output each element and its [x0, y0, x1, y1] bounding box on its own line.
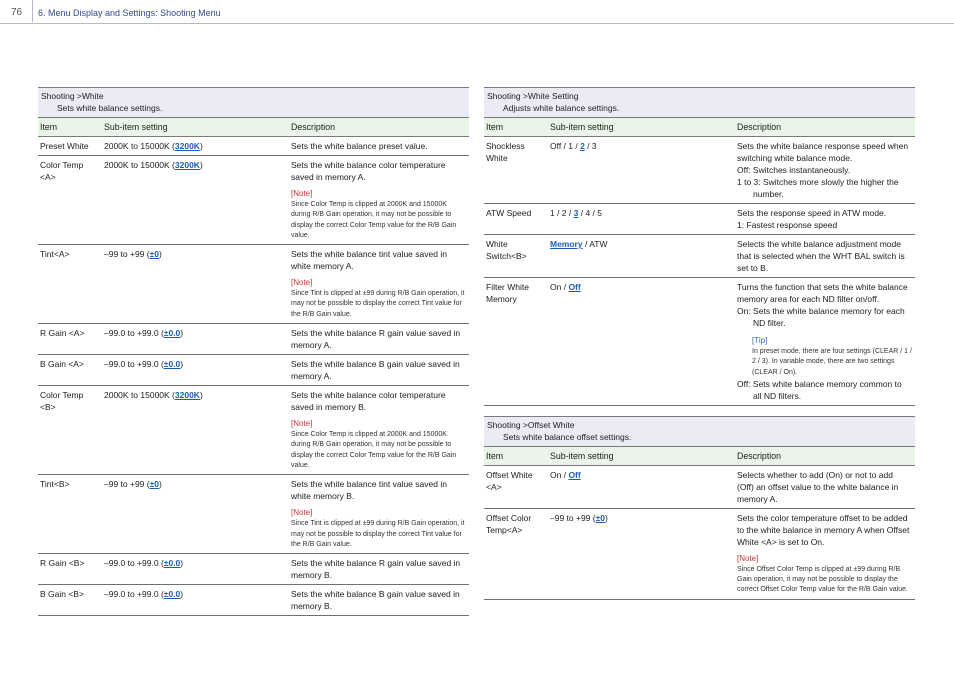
section-header [484, 416, 915, 446]
item-cell: Preset White [38, 137, 102, 156]
section-description: Sets white balance offset settings. [503, 431, 632, 442]
desc-cell: Sets the white balance R gain value saved in memory A. [289, 324, 469, 355]
sub-cell: –99 to +99 (±0) [548, 508, 735, 599]
table-row [484, 137, 915, 204]
sub-cell: 2000K to 15000K (3200K) [102, 156, 289, 245]
breadcrumb: 6. Menu Display and Settings: Shooting Menu [38, 8, 221, 18]
table-row [484, 278, 915, 406]
default-value: ±0.0 [163, 558, 181, 569]
sub-cell: Memory / ATW [548, 235, 735, 278]
default-value: 2 [580, 141, 585, 151]
col-sub-header: Sub-item setting [548, 446, 735, 465]
default-value: Off [568, 282, 581, 292]
table-row [484, 204, 915, 235]
col-desc-header: Description [735, 118, 915, 137]
desc-cell: Sets the white balance R gain value saved in memory B. [289, 554, 469, 585]
item-cell: R Gain <B> [38, 554, 102, 585]
default-value: Off [568, 469, 581, 480]
table-row [484, 465, 915, 508]
desc-cell: Sets the color temperature offset to be added to the white balance in memory A when Offset White <A> is set to On. [Note] Since Offset Color Temp is clipped at ±99 during R/B Gain operation, it may not be possible to display the correct Offset Color Temp value for the R/B Gain value. [735, 508, 915, 599]
page-header [0, 0, 954, 24]
section-header [38, 88, 469, 118]
table-row [38, 554, 469, 585]
item-cell: Offset White <A> [484, 465, 548, 508]
tip-label: [Tip] [752, 336, 768, 345]
desc-cell: Turns the function that sets the white balance memory area for each ND filter on/off. On: Sets the white balance memory for each ND filter. [Tip] In preset mode, there are four settings (CLEAR / 1 / 2 / 3). In variable mode, there are two settings (CLEAR / On). Off: Sets white balance memory common to all ND filters. [735, 278, 915, 406]
table-row [38, 355, 469, 386]
note-label: [Note] [291, 419, 313, 429]
desc-cell: Sets the white balance color temperature saved in memory A. [Note] Since Color Temp is clipped at 2000K and 15000K during R/B Gain operation, it may not be possible to display the correct Color Temp value for the R/B Gain value. [289, 156, 469, 245]
note-text: Since Color Temp is clipped at 2000K and 15000K during R/B Gain operation, it may not be possible to display the correct Color Temp value for the R/B Gain value. [291, 431, 457, 469]
col-item-header: Item [38, 118, 102, 137]
item-cell: B Gain <A> [38, 355, 102, 386]
item-cell: ATW Speed [484, 204, 548, 235]
default-value: 3200K [174, 390, 200, 401]
table-row [38, 585, 469, 616]
table-row [38, 386, 469, 475]
default-value: ±0.0 [163, 328, 181, 339]
sub-cell: 2000K to 15000K (3200K) [102, 137, 289, 156]
item-cell: Shockless White [484, 137, 548, 204]
column-header-row [484, 446, 915, 465]
column-header-row [38, 118, 469, 137]
desc-cell: Selects the white balance adjustment mode that is selected when the WHT BAL switch is set to B. [735, 235, 915, 278]
column-header-row [484, 118, 915, 137]
col-sub-header: Sub-item setting [548, 118, 735, 137]
default-value: 3 [573, 208, 579, 218]
default-value: Memory [550, 239, 583, 249]
sub-cell: 1 / 2 / 3 / 4 / 5 [548, 204, 735, 235]
sub-cell: Off / 1 / 2 / 3 [548, 137, 735, 204]
note-label: [Note] [291, 189, 313, 198]
note-text: Since Tint is clipped at ±99 during R/B Gain operation, it may not be possible to display the correct Tint value for the R/B Gain value. [291, 290, 465, 318]
note-text: Since Offset Color Temp is clipped at ±99 during R/B Gain operation, it may not be possible to display the correct Offset Color Temp value for the R/B Gain value. [737, 565, 908, 594]
sub-cell: On / Off [548, 465, 735, 508]
sub-cell: –99.0 to +99.0 (±0.0) [102, 355, 289, 386]
sub-cell: –99.0 to +99.0 (±0.0) [102, 324, 289, 355]
col-sub-header: Sub-item setting [102, 118, 289, 137]
desc-cell: Sets the response speed in ATW mode. 1: Fastest response speed [735, 204, 915, 235]
item-cell: R Gain <A> [38, 324, 102, 355]
desc-cell: Selects whether to add (On) or not to add (Off) an offset value to the white balance in memory A. [735, 465, 915, 508]
col-item-header: Item [484, 446, 548, 465]
default-value: ±0 [595, 512, 606, 523]
table-row [38, 245, 469, 324]
note-label: [Note] [291, 508, 313, 518]
default-value: ±0.0 [163, 359, 181, 370]
note-text: Since Color Temp is clipped at 2000K and 15000K during R/B Gain operation, it may not be possible to display the correct Color Temp value for the R/B Gain value. [291, 201, 457, 239]
offset-white-table [484, 416, 915, 600]
default-value: ±0 [149, 249, 160, 260]
sub-cell: –99.0 to +99.0 (±0.0) [102, 554, 289, 585]
sub-cell: On / Off [548, 278, 735, 406]
col-desc-header: Description [735, 446, 915, 465]
desc-cell: Sets the white balance color temperature saved in memory B. [Note] Since Color Temp is clipped at 2000K and 15000K during R/B Gain operation, it may not be possible to display the correct Color Temp value for the R/B Gain value. [289, 386, 469, 475]
header-rule [0, 23, 954, 24]
default-value: ±0.0 [163, 589, 181, 600]
white-table-section [38, 87, 469, 616]
item-cell: Filter White Memory [484, 278, 548, 406]
desc-cell: Sets the white balance tint value saved in white memory B. [Note] Since Tint is clipped at ±99 during R/B Gain operation, it may not be possible to display the correct Tint value for the R/B Gain value. [289, 475, 469, 554]
sub-cell: –99.0 to +99.0 (±0.0) [102, 585, 289, 616]
default-value: 3200K [174, 141, 200, 151]
desc-cell: Sets the white balance response speed when switching white balance mode. Off: Switches instantaneously. 1 to 3: Switches more slowly the higher the number. [735, 137, 915, 204]
table-row [484, 235, 915, 278]
item-cell: Tint<A> [38, 245, 102, 324]
default-value: ±0 [149, 479, 160, 490]
table-row [38, 475, 469, 554]
section-spacer [484, 406, 915, 416]
col-desc-header: Description [289, 118, 469, 137]
section-title: Shooting >White Setting [487, 91, 579, 101]
desc-cell: Sets the white balance tint value saved in white memory A. [Note] Since Tint is clipped at ±99 during R/B Gain operation, it may not be possible to display the correct Tint value for the R/B Gain value. [289, 245, 469, 324]
col-item-header: Item [484, 118, 548, 137]
header-divider [32, 0, 33, 22]
item-cell: Color Temp <A> [38, 156, 102, 245]
item-cell: Tint<B> [38, 475, 102, 554]
item-cell: Offset Color Temp<A> [484, 508, 548, 599]
table-row [38, 324, 469, 355]
table-row [38, 156, 469, 245]
item-cell: B Gain <B> [38, 585, 102, 616]
table-row [484, 508, 915, 599]
section-header [484, 88, 915, 118]
item-cell: White Switch<B> [484, 235, 548, 278]
white-setting-section [484, 87, 915, 600]
section-title: Shooting >Offset White [487, 419, 575, 430]
section-description: Sets white balance settings. [57, 103, 163, 113]
note-label: [Note] [291, 278, 313, 288]
default-value: 3200K [174, 160, 200, 170]
sub-cell: 2000K to 15000K (3200K) [102, 386, 289, 475]
white-table [38, 87, 469, 616]
desc-cell: Sets the white balance B gain value saved in memory A. [289, 355, 469, 386]
section-title: Shooting >White [41, 91, 104, 101]
sub-cell: –99 to +99 (±0) [102, 245, 289, 324]
sub-cell: –99 to +99 (±0) [102, 475, 289, 554]
note-label: [Note] [737, 553, 759, 563]
desc-cell: Sets the white balance preset value. [289, 137, 469, 156]
note-text: Since Tint is clipped at ±99 during R/B Gain operation, it may not be possible to display the correct Tint value for the R/B Gain value. [291, 520, 465, 548]
desc-cell: Sets the white balance B gain value saved in memory B. [289, 585, 469, 616]
tip-text: In preset mode, there are four settings (CLEAR / 1 / 2 / 3). In variable mode, there are two settings (CLEAR / On). [752, 348, 912, 376]
table-row [38, 137, 469, 156]
section-description: Adjusts white balance settings. [503, 103, 620, 113]
white-setting-table [484, 87, 915, 406]
page-number: 76 [11, 7, 23, 18]
item-cell: Color Temp <B> [38, 386, 102, 475]
